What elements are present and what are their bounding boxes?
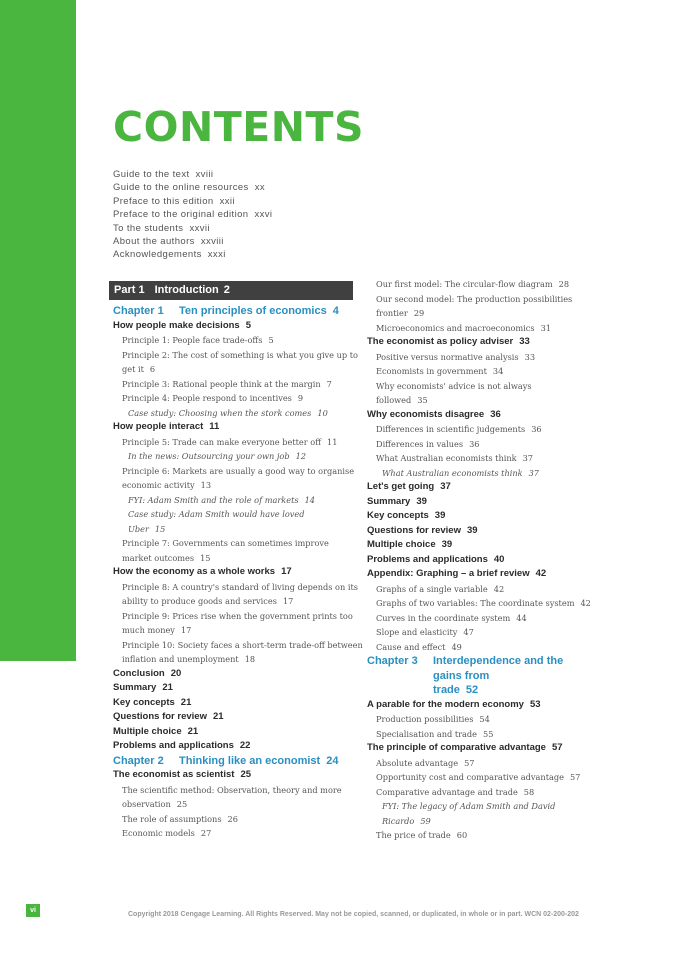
section-entry[interactable] — [113, 768, 356, 783]
entry-page-number: 57 — [569, 772, 581, 782]
topic-entry[interactable] — [367, 596, 593, 611]
entry-title: Curves in the coordinate system — [376, 612, 511, 623]
section-entry[interactable] — [113, 710, 356, 725]
chapter-number: Chapter 1 — [113, 305, 164, 317]
feature-entry[interactable] — [367, 466, 593, 481]
topic-entry[interactable] — [367, 379, 593, 394]
entry-page-number: 6 — [149, 364, 156, 374]
entry-title: How people make decisions — [113, 319, 240, 331]
entry-title: Why economists disagree — [367, 408, 485, 420]
topic-entry[interactable] — [113, 797, 356, 812]
entry-page-number: 22 — [239, 740, 251, 751]
entry-title: Opportunity cost and comparative advantage — [376, 772, 564, 782]
topic-entry[interactable] — [367, 321, 593, 336]
entry-page-number: 33 — [524, 351, 536, 362]
entry-page-number: 17 — [281, 566, 292, 577]
section-entry[interactable] — [367, 408, 593, 423]
section-entry[interactable] — [367, 335, 593, 350]
entry-page-number: 11 — [327, 436, 338, 447]
green-side-bar — [0, 0, 76, 661]
entry-page-number: 12 — [295, 451, 307, 461]
section-entry[interactable] — [113, 725, 356, 740]
entry-page-number: 34 — [492, 366, 504, 376]
entry-page-number: 17 — [180, 625, 192, 635]
entry-page-number: 33 — [519, 336, 530, 347]
section-entry[interactable] — [367, 524, 593, 539]
entry-page-number: 5 — [268, 335, 274, 345]
section-entry[interactable] — [113, 667, 356, 682]
entry-title: Summary — [113, 682, 157, 693]
entry-title: Problems and applications — [367, 553, 488, 565]
topic-entry[interactable] — [367, 350, 593, 365]
section-entry[interactable] — [113, 319, 356, 334]
entry-title: inflation and unemployment — [122, 654, 239, 664]
entry-title: get it — [122, 364, 144, 374]
chapter-number: Chapter 3 — [367, 655, 418, 667]
entry-page-number: 39 — [416, 495, 427, 507]
entry-title: Principle 3: Rational people think at the margin — [122, 378, 321, 389]
topic-entry[interactable] — [113, 333, 356, 348]
copyright-notice: Copyright 2018 Cengage Learning. All Rights Reserved. May not be copied, scanned, or duplicated, in whole or in part. WCN 02-200-202 — [128, 911, 579, 918]
entry-title: The scientific method: Observation, theory and more — [122, 784, 342, 795]
entry-page-number: 60 — [456, 830, 468, 840]
entry-page-number: 44 — [516, 612, 527, 623]
page-number-badge: vi — [26, 904, 40, 917]
topic-entry[interactable] — [367, 727, 593, 742]
entry-page-number: 5 — [245, 319, 252, 331]
entry-page-number: 13 — [200, 480, 212, 490]
chapter-heading[interactable] — [367, 683, 593, 698]
entry-title: Economists in government — [376, 366, 487, 376]
entry-page-number: 37 — [528, 467, 540, 478]
entry-page-number: 57 — [551, 742, 563, 753]
entry-title: Case study: Adam Smith would have loved — [128, 509, 305, 519]
topic-entry[interactable] — [367, 277, 593, 292]
topic-entry[interactable] — [113, 594, 356, 609]
topic-entry[interactable] — [367, 640, 593, 655]
topic-entry[interactable] — [113, 783, 356, 798]
entry-title: What Australian economists think — [376, 453, 517, 463]
entry-title: Principle 10: Society faces a short-term trade-off between — [122, 639, 363, 650]
entry-title: Ten principles of economics — [179, 305, 327, 317]
entry-page-number: 54 — [479, 714, 490, 724]
topic-entry[interactable] — [113, 638, 363, 653]
entry-page-number: 55 — [483, 728, 494, 739]
entry-title: followed — [376, 395, 412, 405]
entry-title: Principle 5: Trade can make everyone better off — [122, 436, 322, 447]
topic-entry[interactable] — [367, 756, 593, 771]
entry-page-number: 4 — [332, 305, 339, 317]
entry-page-number: 15 — [154, 523, 166, 534]
entry-title: Principle 1: People face trade-offs — [122, 335, 263, 345]
topic-entry[interactable] — [367, 306, 593, 321]
feature-entry[interactable] — [113, 406, 356, 421]
topic-entry[interactable] — [113, 551, 356, 566]
entry-page-number: 10 — [317, 407, 328, 418]
entry-title: Our first model: The circular-flow diagram — [376, 279, 553, 289]
topic-entry[interactable] — [113, 435, 356, 450]
entry-title: Multiple choice — [367, 539, 436, 550]
entry-title: The price of trade — [376, 830, 451, 840]
entry-page-number: 18 — [244, 654, 256, 664]
entry-page-number: 27 — [200, 828, 212, 838]
entry-title: Microeconomics and macroeconomics — [376, 322, 535, 333]
entry-page-number: 21 — [212, 711, 224, 722]
topic-entry[interactable] — [367, 582, 593, 597]
entry-title: How people interact — [113, 421, 204, 432]
entry-page-number: 37 — [522, 453, 534, 463]
entry-page-number: 59 — [420, 815, 431, 826]
entry-page-number: 42 — [535, 568, 547, 579]
entry-title: Differences in scientific judgements — [376, 424, 526, 434]
topic-entry[interactable] — [113, 464, 356, 479]
entry-title: Principle 6: Markets are usually a good way to organise — [122, 465, 355, 476]
topic-entry[interactable] — [367, 422, 593, 437]
part-title: Introduction — [154, 284, 219, 296]
topic-entry[interactable] — [113, 826, 356, 841]
topic-entry[interactable] — [113, 609, 356, 624]
entry-title: Conclusion — [113, 667, 165, 679]
topic-entry[interactable] — [113, 348, 356, 363]
entry-title: Principle 9: Prices rise when the government prints too — [122, 610, 353, 621]
section-entry[interactable] — [367, 698, 593, 713]
entry-title: Uber — [128, 523, 149, 534]
entry-title: Case study: Choosing when the stork comes — [128, 407, 312, 418]
topic-entry[interactable] — [367, 451, 593, 466]
section-entry[interactable] — [113, 420, 356, 435]
chapter-heading[interactable] — [113, 754, 356, 769]
entry-page-number: 25 — [176, 799, 188, 809]
topic-entry[interactable] — [113, 580, 356, 595]
front-matter-item[interactable]: Acknowledgements xxxi — [113, 249, 226, 261]
topic-entry[interactable] — [113, 536, 356, 551]
entry-page-number: 35 — [417, 395, 428, 405]
entry-title: How the economy as a whole works — [113, 566, 276, 577]
section-entry[interactable] — [367, 538, 593, 553]
front-matter-item[interactable]: To the students xxvii — [113, 222, 210, 234]
section-entry[interactable] — [113, 696, 356, 711]
topic-entry[interactable] — [367, 437, 593, 452]
chapter-number — [367, 683, 433, 698]
front-matter-item[interactable]: Preface to the original edition xxvi — [113, 209, 273, 221]
topic-entry[interactable] — [113, 652, 356, 667]
entry-page-number: 53 — [529, 698, 541, 710]
entry-title: Problems and applications — [113, 740, 234, 751]
entry-title: Specialisation and trade — [376, 728, 477, 739]
section-entry[interactable] — [367, 480, 593, 495]
entry-title: much money — [122, 625, 175, 635]
entry-title: Principle 8: A country's standard of living depends on its — [122, 581, 358, 592]
feature-entry[interactable] — [113, 449, 356, 464]
entry-title: frontier — [376, 308, 408, 318]
entry-title: Production possibilities — [376, 714, 474, 724]
part-heading[interactable] — [109, 281, 353, 300]
entry-page-number: 36 — [469, 438, 480, 449]
topic-entry[interactable] — [113, 362, 356, 377]
entry-title: trade — [433, 684, 460, 696]
entry-page-number: 39 — [466, 524, 478, 536]
entry-title: Questions for review — [367, 524, 461, 536]
section-entry[interactable] — [367, 509, 593, 524]
entry-title: Ricardo — [382, 815, 415, 826]
entry-title: Key concepts — [113, 696, 175, 708]
front-matter-item[interactable]: Guide to the text xviii — [113, 169, 214, 180]
entry-title: Thinking like an economist — [179, 754, 321, 767]
entry-page-number: 39 — [441, 539, 453, 550]
front-matter-item[interactable]: About the authors xxviii — [113, 236, 224, 248]
entry-page-number: 31 — [540, 322, 551, 333]
entry-page-number: 39 — [434, 510, 446, 521]
entry-title: Principle 7: Governments can sometimes improve — [122, 538, 329, 548]
entry-page-number: 42 — [493, 583, 505, 594]
topic-entry[interactable] — [367, 712, 593, 727]
entry-page-number: 37 — [440, 481, 451, 492]
part-page: 2 — [223, 284, 230, 296]
chapter-heading[interactable] — [113, 304, 356, 319]
entry-title: Slope and elasticity — [376, 627, 458, 637]
part-label: Part 1 — [114, 284, 145, 296]
entry-title: Our second model: The production possibilities — [376, 293, 573, 304]
feature-entry[interactable] — [113, 493, 356, 508]
entry-page-number: 36 — [531, 424, 542, 434]
entry-page-number: 28 — [558, 279, 570, 289]
entry-page-number: 42 — [580, 598, 591, 608]
entry-title: Interdependence and the gains from — [433, 655, 564, 682]
entry-title: Positive versus normative analysis — [376, 351, 519, 362]
section-entry[interactable] — [113, 739, 356, 754]
feature-entry[interactable] — [367, 799, 593, 814]
chapter-number: Chapter 2 — [113, 754, 164, 767]
topic-entry[interactable] — [367, 393, 593, 408]
entry-title: Questions for review — [113, 711, 207, 722]
topic-entry[interactable] — [367, 828, 593, 843]
entry-title: What Australian economists think — [382, 467, 523, 478]
entry-page-number: 26 — [227, 813, 238, 824]
topic-entry[interactable] — [367, 364, 593, 379]
front-matter-item[interactable]: Guide to the online resources xx — [113, 182, 266, 194]
entry-page-number: 11 — [209, 421, 220, 432]
entry-title: Principle 2: The cost of something is what you give up to — [122, 349, 358, 360]
entry-page-number: 58 — [523, 786, 535, 797]
entry-page-number: 17 — [282, 596, 294, 606]
section-entry[interactable] — [113, 565, 356, 580]
topic-entry[interactable] — [113, 478, 356, 493]
chapter-heading[interactable] — [367, 654, 593, 683]
entry-page-number: 57 — [464, 757, 475, 768]
entry-title: The economist as scientist — [113, 769, 235, 780]
entry-title: The principle of comparative advantage — [367, 742, 546, 753]
feature-entry[interactable] — [113, 522, 356, 537]
topic-entry[interactable] — [113, 812, 356, 827]
topic-entry[interactable] — [367, 625, 593, 640]
section-entry[interactable] — [367, 567, 593, 582]
topic-entry[interactable] — [367, 785, 593, 800]
entry-title: Principle 4: People respond to incentives — [122, 393, 292, 403]
entry-title: Absolute advantage — [376, 757, 459, 768]
topic-entry[interactable] — [367, 611, 593, 626]
entry-title: Graphs of a single variable — [376, 583, 488, 594]
entry-page-number: 24 — [326, 754, 339, 767]
entry-title: economic activity — [122, 480, 195, 490]
entry-title: Summary — [367, 495, 411, 507]
entry-title: Key concepts — [367, 510, 429, 521]
entry-page-number: 21 — [187, 725, 199, 737]
entry-title: Differences in values — [376, 438, 464, 449]
feature-entry[interactable] — [113, 507, 356, 522]
toc-column-left — [113, 304, 363, 841]
entry-page-number: 25 — [240, 769, 252, 780]
entry-page-number: 36 — [490, 408, 501, 420]
front-matter-list — [113, 168, 272, 262]
entry-title: Appendix: Graphing – a brief review — [367, 568, 530, 579]
entry-title: Economic models — [122, 828, 195, 838]
section-entry[interactable] — [367, 495, 593, 510]
entry-title: The role of assumptions — [122, 813, 222, 824]
entry-title: The economist as policy adviser — [367, 336, 514, 347]
entry-page-number: 7 — [326, 378, 332, 389]
page-title: CONTENTS — [113, 103, 365, 151]
front-matter-item[interactable]: Preface to this edition xxii — [113, 195, 235, 207]
entry-title: observation — [122, 799, 171, 809]
entry-title: market outcomes — [122, 552, 195, 563]
topic-entry[interactable] — [367, 770, 593, 785]
entry-page-number: 29 — [413, 308, 425, 318]
entry-page-number: 15 — [200, 552, 211, 563]
entry-title: Cause and effect — [376, 641, 446, 652]
entry-page-number: 20 — [170, 667, 182, 679]
entry-title: ability to produce goods and services — [122, 596, 277, 606]
entry-page-number: 14 — [304, 494, 316, 505]
entry-page-number: 40 — [493, 553, 505, 565]
topic-entry[interactable] — [367, 292, 593, 307]
section-entry[interactable] — [367, 741, 593, 756]
entry-title: Let's get going — [367, 481, 435, 492]
entry-page-number: 47 — [463, 627, 474, 637]
toc-column-right — [367, 277, 593, 843]
entry-title: Graphs of two variables: The coordinate system — [376, 598, 575, 608]
entry-page-number: 49 — [451, 641, 462, 652]
entry-page-number: 21 — [180, 696, 192, 708]
entry-page-number: 21 — [162, 682, 173, 693]
entry-title: Why economists' advice is not always — [376, 380, 532, 391]
entry-title: FYI: The legacy of Adam Smith and David — [382, 801, 556, 811]
entry-page-number: 9 — [297, 393, 304, 403]
entry-title: FYI: Adam Smith and the role of markets — [128, 494, 299, 505]
entry-page-number: 52 — [465, 684, 479, 696]
section-entry[interactable] — [113, 681, 356, 696]
entry-title: In the news: Outsourcing your own job — [128, 451, 290, 461]
entry-title: A parable for the modern economy — [367, 698, 524, 710]
entry-title: Multiple choice — [113, 725, 182, 737]
entry-title: Comparative advantage and trade — [376, 786, 518, 797]
topic-entry[interactable] — [113, 377, 356, 392]
feature-entry[interactable] — [367, 814, 593, 829]
section-entry[interactable] — [367, 553, 593, 568]
topic-entry[interactable] — [113, 391, 356, 406]
topic-entry[interactable] — [113, 623, 356, 638]
